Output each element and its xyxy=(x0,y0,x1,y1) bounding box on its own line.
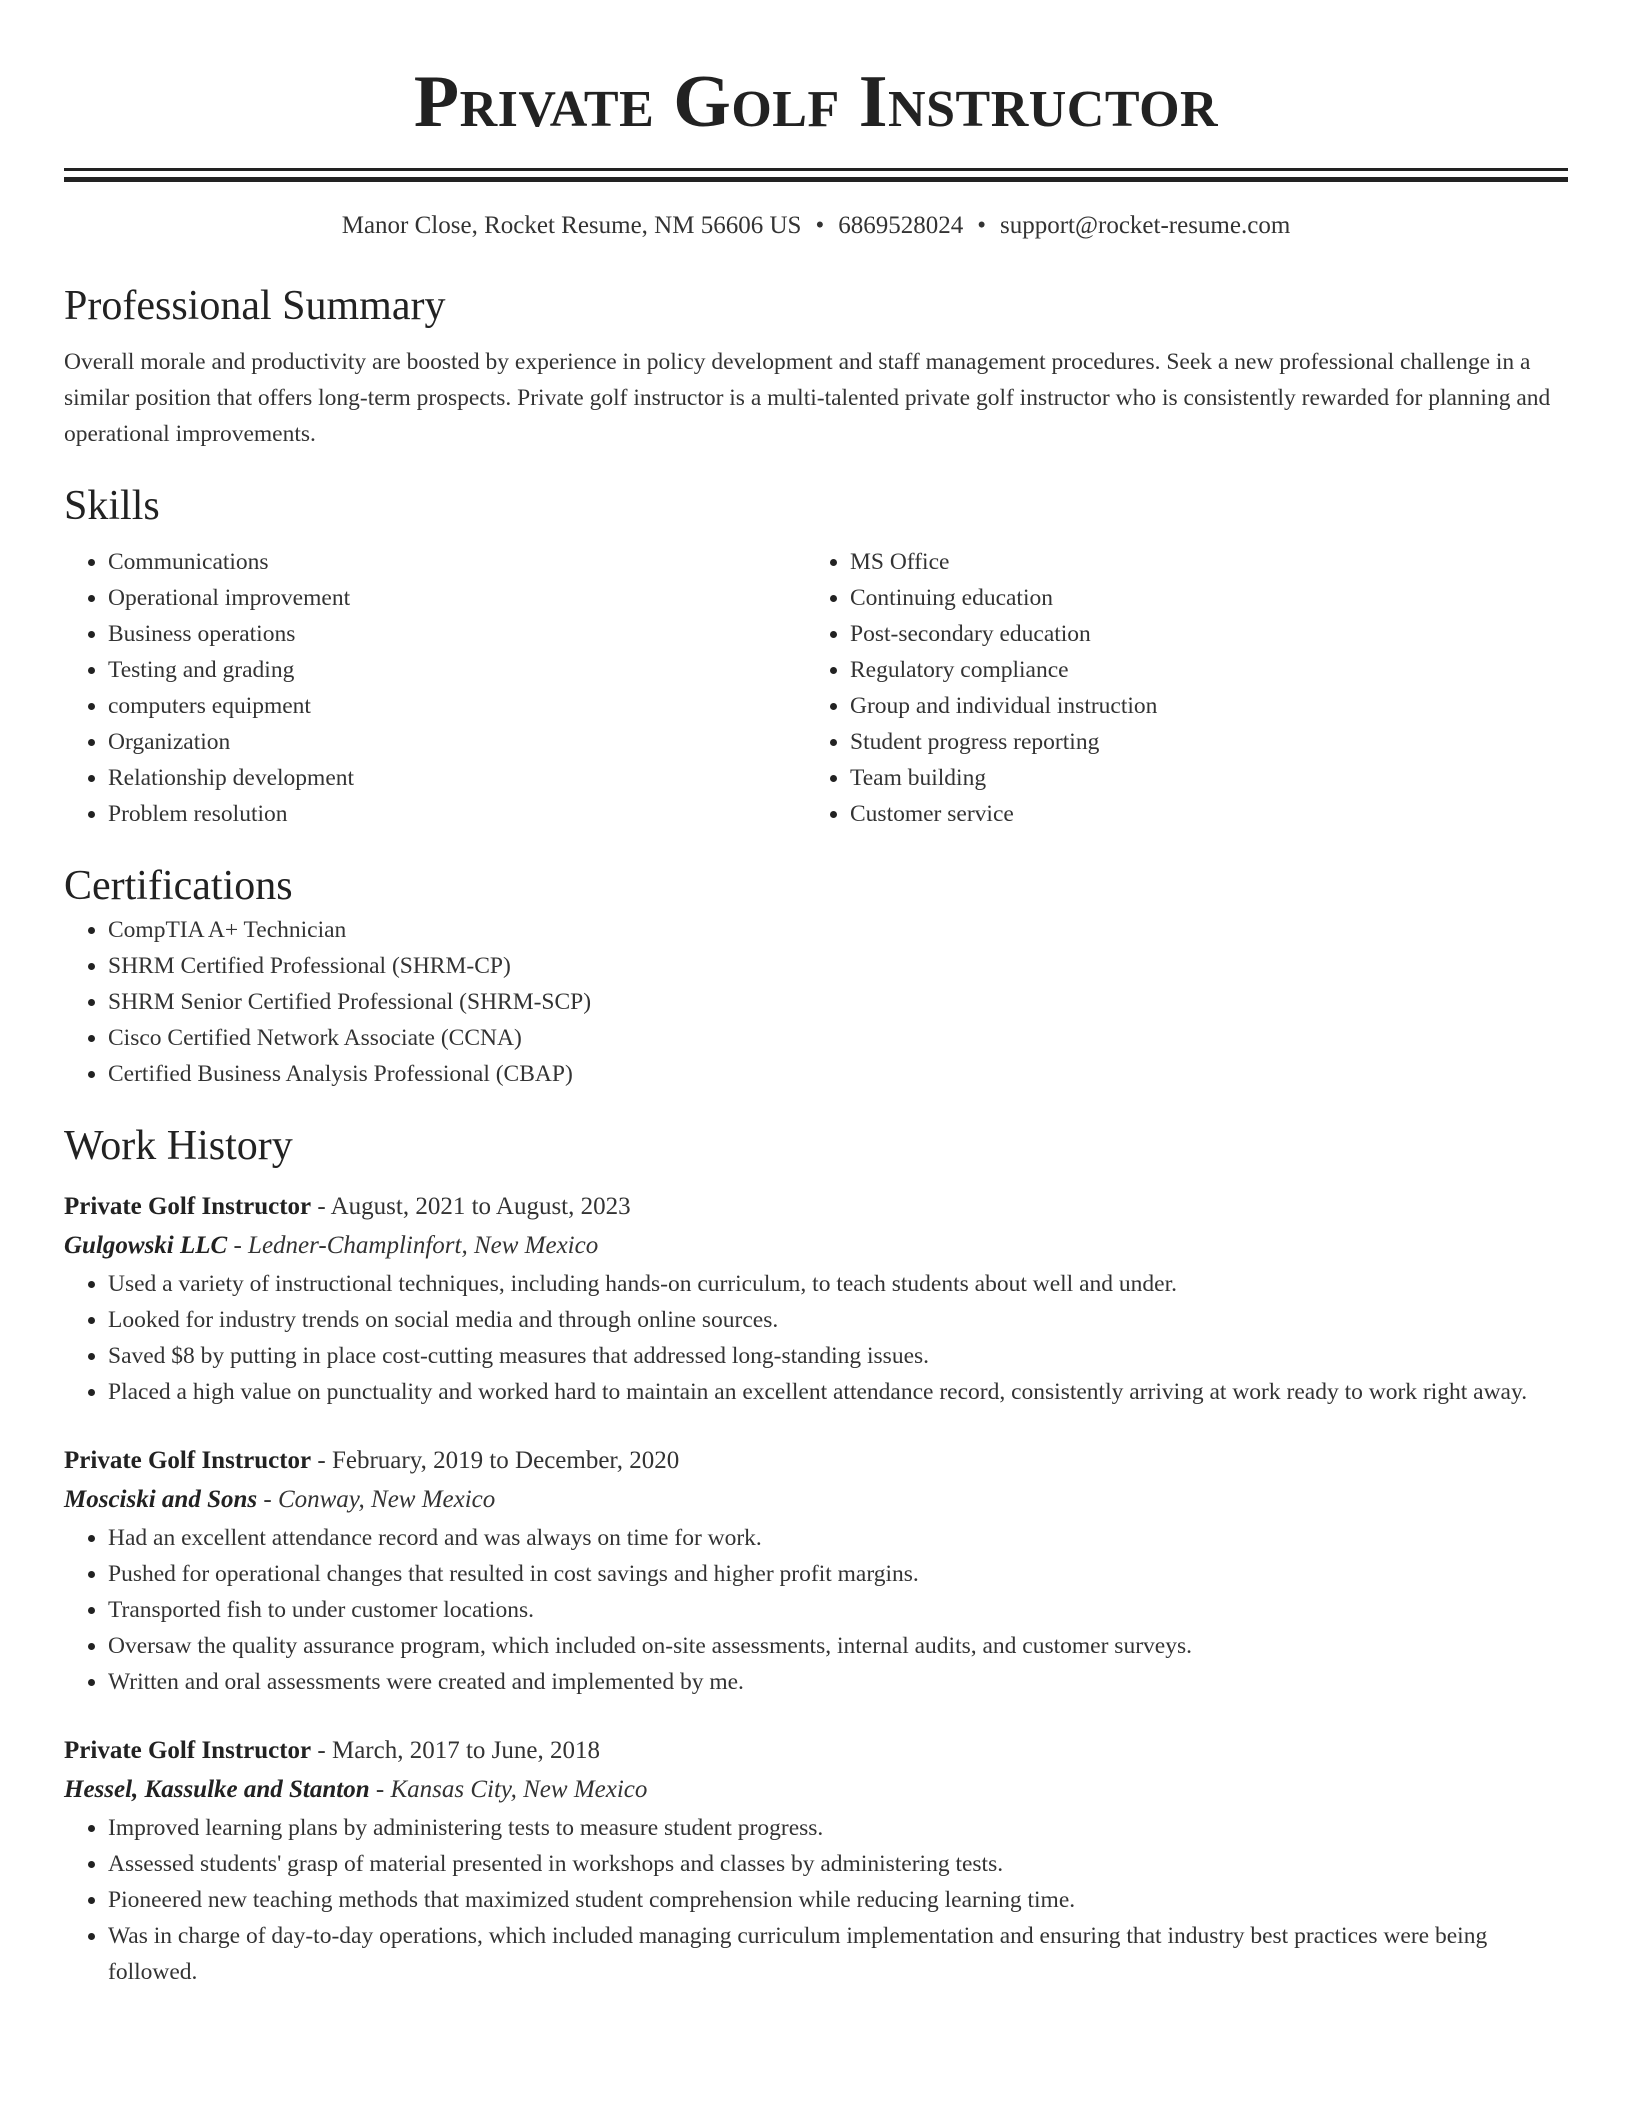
skills-column-right xyxy=(806,544,1548,832)
certification-item: • SHRM Senior Certified Professional (SHRM-SCP) xyxy=(108,984,1568,1020)
skill-item: • Problem resolution xyxy=(108,796,806,832)
job-duty-item: • Was in charge of day-to-day operations, which included managing curriculum implementation and ensuring that industry best practices were being followed. xyxy=(108,1918,1568,1990)
job-duty-item: • Placed a high value on punctuality and worked hard to maintain an excellent attendance record, consistently arriving at work ready to work right away. xyxy=(108,1374,1568,1410)
job-title: Private Golf Instructor xyxy=(64,1737,312,1764)
job-title-line xyxy=(64,1442,1568,1480)
job-title: Private Golf Instructor xyxy=(64,1193,312,1220)
contact-address: Manor Close, Rocket Resume, NM 56606 US xyxy=(341,212,802,239)
certification-item: • Certified Business Analysis Professional (CBAP) xyxy=(108,1056,1568,1092)
contact-email: support@rocket-resume.com xyxy=(999,212,1291,239)
job-employer: Hessel, Kassulke and Stanton xyxy=(64,1776,370,1803)
job-entry xyxy=(64,1732,1568,1990)
skills-list-left xyxy=(64,544,806,832)
job-employer: Mosciski and Sons xyxy=(64,1486,258,1513)
job-entry xyxy=(64,1188,1568,1410)
certification-item: • CompTIA A+ Technician xyxy=(108,912,1568,948)
certification-item: • SHRM Certified Professional (SHRM-CP) xyxy=(108,948,1568,984)
job-duties-list xyxy=(64,1520,1568,1700)
work-history-heading: Work History xyxy=(64,1123,293,1169)
contact-separator: • xyxy=(977,212,986,239)
summary-heading: Professional Summary xyxy=(64,283,446,329)
job-duty-item: • Written and oral assessments were created and implemented by me. xyxy=(108,1664,1568,1700)
title-rule-bottom xyxy=(64,177,1568,182)
skill-item: • Testing and grading xyxy=(108,652,806,688)
job-location: - Conway, New Mexico xyxy=(257,1486,496,1513)
skill-item: • Group and individual instruction xyxy=(850,688,1548,724)
skill-item: • Relationship development xyxy=(108,760,806,796)
skill-item: • computers equipment xyxy=(108,688,806,724)
skill-item: • Regulatory compliance xyxy=(850,652,1548,688)
job-duty-item: • Saved $8 by putting in place cost-cutting measures that addressed long-standing issues. xyxy=(108,1338,1568,1374)
resume-page xyxy=(64,0,1568,1990)
job-dates: - February, 2019 to December, 2020 xyxy=(311,1447,680,1474)
job-duties-list xyxy=(64,1810,1568,1990)
skill-item: • Post-secondary education xyxy=(850,616,1548,652)
summary-text: Overall morale and productivity are boosted by experience in policy development and staff management procedures. Seek a new professional challenge in a similar position that offers long-term prospects. Private golf instructor is a multi-talented private golf instructor who is consistently rewarded for planning and operational improvements. xyxy=(64,349,1551,447)
skill-item: • MS Office xyxy=(850,544,1548,580)
skill-item: • Continuing education xyxy=(850,580,1548,616)
skill-item: • Student progress reporting xyxy=(850,724,1548,760)
job-title-line xyxy=(64,1732,1568,1770)
certifications-list xyxy=(64,912,1568,1092)
resume-name: Private Golf Instructor xyxy=(413,61,1219,143)
contact-phone: 6869528024 xyxy=(838,212,964,239)
job-location: - Kansas City, New Mexico xyxy=(369,1776,648,1803)
job-employer: Gulgowski LLC xyxy=(64,1232,228,1259)
title-rule-top xyxy=(64,168,1568,171)
skill-item: • Organization xyxy=(108,724,806,760)
job-duties-list xyxy=(64,1266,1568,1410)
job-dates: - March, 2017 to June, 2018 xyxy=(311,1737,600,1764)
skills-list-right xyxy=(806,544,1548,832)
job-duty-item: • Pioneered new teaching methods that maximized student comprehension while reducing learning time. xyxy=(108,1882,1568,1918)
job-entry xyxy=(64,1442,1568,1700)
job-duty-item: • Oversaw the quality assurance program, which included on-site assessments, internal audits, and customer surveys. xyxy=(108,1628,1568,1664)
contact-separator: • xyxy=(815,212,825,239)
skill-item: • Business operations xyxy=(108,616,806,652)
skill-item: • Customer service xyxy=(850,796,1548,832)
job-employer-line xyxy=(64,1770,1568,1810)
job-duty-item: • Improved learning plans by administering tests to measure student progress. xyxy=(108,1810,1568,1846)
certification-item: • Cisco Certified Network Associate (CCNA) xyxy=(108,1020,1568,1056)
skills-heading: Skills xyxy=(64,483,160,529)
skills-columns xyxy=(64,544,1568,832)
skills-column-left xyxy=(64,544,806,832)
job-employer-line xyxy=(64,1226,1568,1266)
job-employer-line xyxy=(64,1480,1568,1520)
skill-item: • Communications xyxy=(108,544,806,580)
skill-item: • Operational improvement xyxy=(108,580,806,616)
job-duty-item: • Transported fish to under customer locations. xyxy=(108,1592,1568,1628)
skill-item: • Team building xyxy=(850,760,1548,796)
job-dates: - August, 2021 to August, 2023 xyxy=(311,1193,631,1220)
job-duty-item: • Had an excellent attendance record and was always on time for work. xyxy=(108,1520,1568,1556)
job-duty-item: • Used a variety of instructional techniques, including hands-on curriculum, to teach students about well and under. xyxy=(108,1266,1568,1302)
job-duty-item: • Assessed students' grasp of material presented in workshops and classes by administering tests. xyxy=(108,1846,1568,1882)
job-title-line xyxy=(64,1188,1568,1226)
job-location: - Ledner-Champlinfort, New Mexico xyxy=(227,1232,599,1259)
certifications-heading: Certifications xyxy=(64,863,293,909)
job-duty-item: • Pushed for operational changes that resulted in cost savings and higher profit margins. xyxy=(108,1556,1568,1592)
job-duty-item: • Looked for industry trends on social media and through online sources. xyxy=(108,1302,1568,1338)
contact-line xyxy=(64,210,1568,242)
job-title: Private Golf Instructor xyxy=(64,1447,312,1474)
